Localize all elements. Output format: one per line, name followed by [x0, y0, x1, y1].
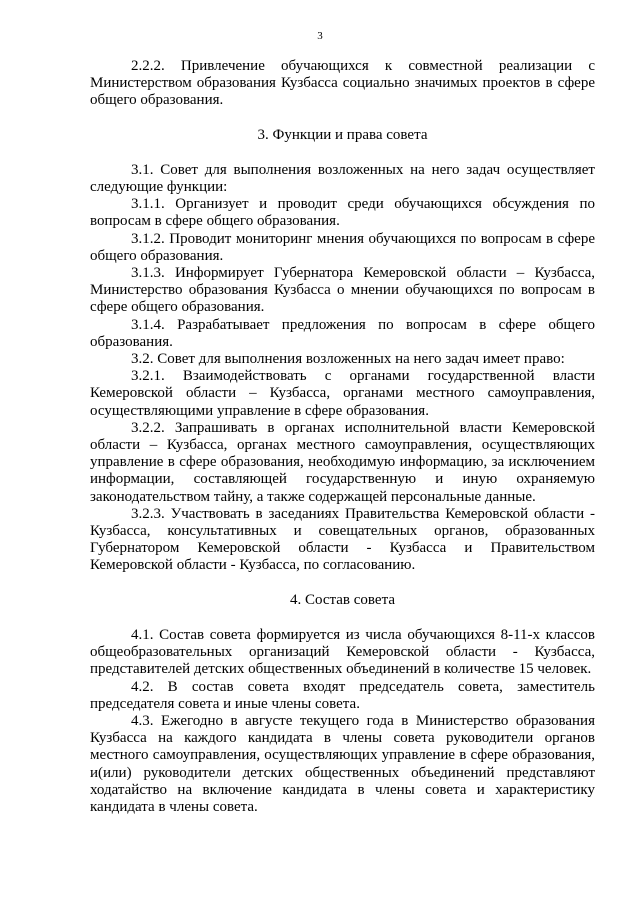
page-number: 3 [317, 30, 323, 42]
document-body [90, 58, 595, 816]
paragraph-3-2-2: 3.2.2. Запрашивать в органах исполнительной власти Кемеровской области – Кузбасса, органах местного самоуправления, осуществляющих управление в сфере образования, необходимую информацию, за исключением информации, составляющей государственную и иную охраняемую законодательством тайну, а также содержащей персональные данные. [90, 419, 595, 505]
paragraph-3-1-2: 3.1.2. Проводит мониторинг мнения обучающихся по вопросам в сфере общего образования. [90, 230, 595, 264]
paragraph-4-1: 4.1. Состав совета формируется из числа обучающихся 8-11-х классов общеобразовательных организаций Кемеровской области - Кузбасса, представителей детских общественных объединений в количестве 15 человек. [90, 626, 595, 678]
paragraph-3-1-4: 3.1.4. Разрабатывает предложения по вопросам в сфере общего образования. [90, 316, 595, 350]
paragraph-3-2: 3.2. Совет для выполнения возложенных на него задач имеет право: [131, 351, 565, 368]
section-3-heading: 3. Функции и права совета [257, 127, 428, 144]
paragraph-3-1-3: 3.1.3. Информирует Губернатора Кемеровской области – Кузбасса, Министерство образования Кузбасса о мнении обучающихся по вопросам в сфере общего образования. [90, 265, 595, 316]
paragraph-3-2-3: 3.2.3. Участвовать в заседаниях Правительства Кемеровской области - Кузбасса, консультативных и совещательных органов, образованных Губернатором Кемеровской области - Кузбасса и Правительством Кемеровской области - Кузбасса, по согласованию. [90, 505, 595, 574]
paragraph-3-1-1: 3.1.1. Организует и проводит среди обучающихся обсуждения по вопросам в сфере общего образования. [90, 196, 595, 230]
paragraph-4-2: 4.2. В состав совета входят председатель совета, заместитель председателя совета и иные члены совета. [90, 678, 595, 712]
paragraph-2-2-2: 2.2.2. Привлечение обучающихся к совместной реализации с Министерством образования Кузбасса социально значимых проектов в сфере общего образования. [90, 58, 595, 109]
section-4-heading: 4. Состав совета [290, 592, 395, 609]
paragraph-3-2-1: 3.2.1. Взаимодействовать с органами государственной власти Кемеровской области – Кузбасса, органами местного самоуправления, осуществляющими управление в сфере образования. [90, 368, 595, 419]
paragraph-4-3: 4.3. Ежегодно в августе текущего года в Министерство образования Кузбасса на каждого кандидата в члены совета руководители органов местного самоуправления, осуществляющих управление в сфере образования, и(или) руководители детских общественных объединений представляют ходатайство на включение кандидата в члены совета и характеристику кандидата в члены совета. [90, 712, 595, 815]
paragraph-3-1: 3.1. Совет для выполнения возложенных на него задач осуществляет следующие функции: [90, 161, 595, 196]
